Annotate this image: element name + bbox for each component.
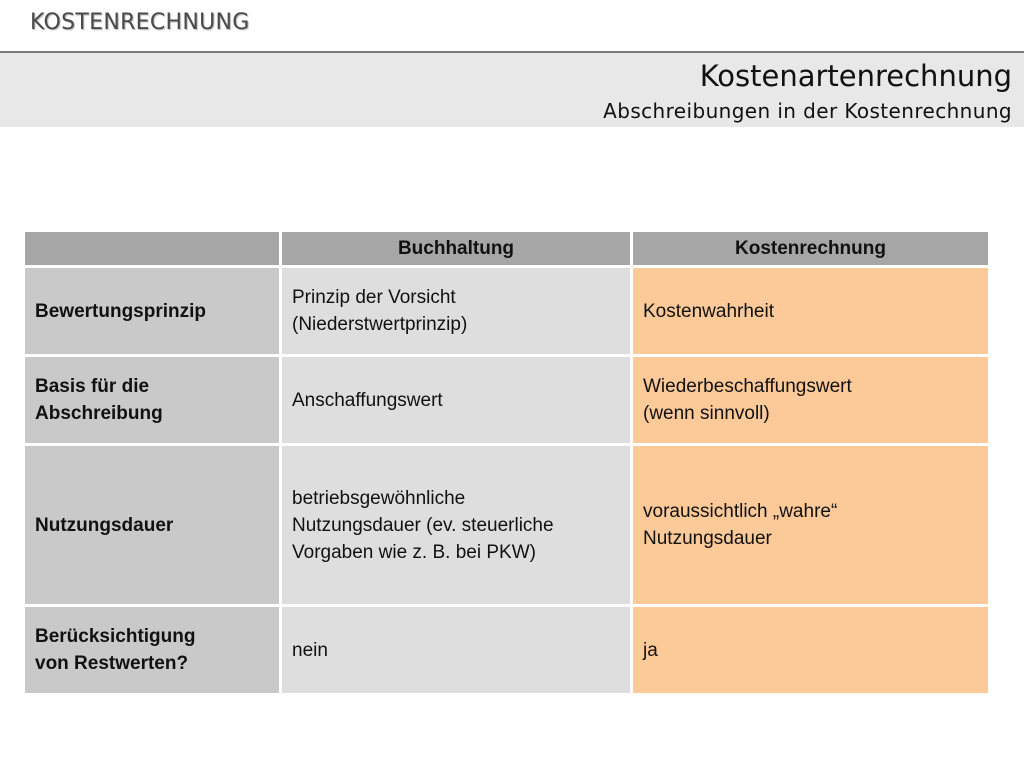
row-label (24, 606, 281, 695)
row-label-line: Berücksichtigung (35, 626, 196, 647)
header-cell-buchhaltung: Buchhaltung (281, 231, 632, 267)
slide-subtitle: Abschreibungen in der Kostenrechnung (603, 99, 1012, 123)
kostenrechnung-cell (632, 606, 990, 695)
cell-line: Prinzip der Vorsicht (292, 287, 456, 308)
table-row (24, 356, 990, 445)
row-label-line: Abschreibung (35, 403, 163, 424)
cell-line: voraussichtlich „wahre“ (643, 501, 838, 522)
kostenrechnung-cell (632, 267, 990, 356)
buchhaltung-cell (281, 606, 632, 695)
table-row (24, 606, 990, 695)
row-label-line: Bewertungsprinzip (35, 300, 207, 322)
row-label-line: Nutzungsdauer (35, 514, 174, 536)
brand-title: KOSTENRECHNUNG (30, 10, 250, 35)
slide-title: Kostenartenrechnung (699, 59, 1012, 93)
buchhaltung-cell (281, 267, 632, 356)
comparison-table-container (22, 229, 988, 696)
kostenrechnung-cell (632, 356, 990, 445)
kostenrechnung-cell (632, 445, 990, 606)
row-label (24, 445, 281, 606)
cell-line: (wenn sinnvoll) (643, 403, 770, 424)
row-label (24, 356, 281, 445)
buchhaltung-cell (281, 445, 632, 606)
cell-line: Kostenwahrheit (643, 300, 774, 322)
cell-line: Nutzungsdauer (ev. steuerliche (292, 514, 554, 536)
table-row (24, 267, 990, 356)
row-label-line: Basis für die (35, 376, 150, 397)
title-band (0, 53, 1024, 127)
table-row (24, 445, 990, 606)
table-header-row (24, 231, 990, 267)
cell-line: Vorgaben wie z. B. bei PKW) (292, 541, 536, 563)
header-cell-kostenrechnung: Kostenrechnung (632, 231, 990, 267)
cell-line: ja (643, 639, 658, 661)
comparison-table (22, 229, 991, 696)
buchhaltung-cell (281, 356, 632, 445)
row-label (24, 267, 281, 356)
cell-line: (Niederstwertprinzip) (292, 314, 468, 335)
cell-line: Wiederbeschaffungswert (643, 376, 852, 397)
row-label-line: von Restwerten? (35, 653, 189, 674)
cell-line: nein (292, 639, 328, 661)
header-cell-empty (24, 231, 281, 267)
cell-line: Anschaffungswert (292, 389, 443, 411)
cell-line: betriebsgewöhnliche (292, 487, 466, 509)
cell-line: Nutzungsdauer (643, 528, 772, 549)
